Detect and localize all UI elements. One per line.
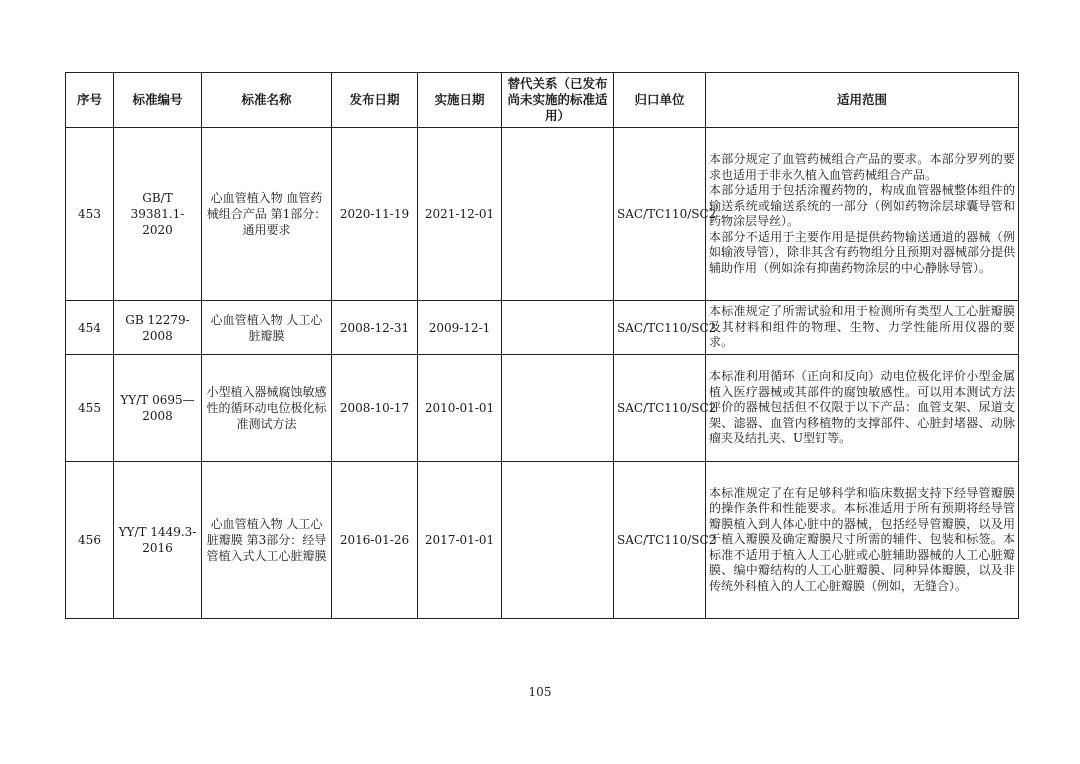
- row-serial: 453: [66, 128, 114, 301]
- header-publish-date: 发布日期: [332, 73, 418, 128]
- scope-paragraph: 本部分规定了血管药械组合产品的要求。本部分罗列的要求也适用于非永久植入血管药械组合产品。: [709, 152, 1015, 182]
- header-code: 标准编号: [114, 73, 202, 128]
- row-name: 心血管植入物 血管药械组合产品 第1部分：通用要求: [202, 128, 332, 301]
- table-header-row: [66, 73, 1019, 128]
- row-replacement: [502, 355, 614, 462]
- header-name: 标准名称: [202, 73, 332, 128]
- row-unit: SAC/TC110/SC2: [614, 355, 706, 462]
- header-serial: 序号: [66, 73, 114, 128]
- row-unit: SAC/TC110/SC2: [614, 301, 706, 355]
- header-unit: 归口单位: [614, 73, 706, 128]
- row-code: YY/T 1449.3-2016: [114, 462, 202, 619]
- scope-paragraph: 本标准规定了在有足够科学和临床数据支持下经导管瓣膜的操作条件和性能要求。本标准适用于所有预期将经导管瓣膜植入到人体心脏中的器械，包括经导管瓣膜，以及用于植入瓣膜及确定瓣膜尺寸所需的辅件、包装和标签。本标准不适用于植入人工心脏或心脏辅助器械的人工心脏瓣膜、编中瓣结构的人工心脏瓣膜、同种异体瓣膜，以及非传统外科植入的人工心脏瓣膜（例如，无缝合）。: [709, 485, 1015, 593]
- row-implement-date: 2009-12-1: [418, 301, 502, 355]
- table-row: [66, 462, 1019, 619]
- scope-paragraph: 本部分适用于包括涂覆药物的，构成血管器械整体组件的输送系统或输送系统的一部分（例如药物涂层球囊导管和药物涂层导丝）。: [709, 183, 1015, 228]
- row-replacement: [502, 462, 614, 619]
- table-row: [66, 355, 1019, 462]
- table-row: [66, 301, 1019, 355]
- header-replacement: 替代关系（已发布尚未实施的标准适用）: [502, 73, 614, 128]
- header-scope: 适用范围: [706, 73, 1019, 128]
- scope-paragraph: 本标准规定了所需试验和用于检测所有类型人工心脏瓣膜及其材料和组件的物理、生物、力学性能所用仪器的要求。: [709, 304, 1015, 350]
- row-replacement: [502, 301, 614, 355]
- row-name: 心血管植入物 人工心脏瓣膜 第3部分：经导管植入式人工心脏瓣膜: [202, 462, 332, 619]
- page-number: 105: [528, 685, 552, 699]
- row-scope: [706, 462, 1019, 619]
- row-implement-date: 2010-01-01: [418, 355, 502, 462]
- scope-paragraph: 本标准利用循环（正向和反向）动电位极化评价小型金属植入医疗器械或其部件的腐蚀敏感性。可以用本测试方法评价的器械包括但不仅限于以下产品：血管支架、尿道支架、滤器、血管内移植物的支撑部件、心脏封堵器、动脉瘤夹及结扎夹、U型钉等。: [709, 369, 1015, 446]
- standards-table: [65, 72, 1019, 619]
- row-scope: [706, 355, 1019, 462]
- table-row: [66, 128, 1019, 301]
- row-name: 心血管植入物 人工心脏瓣膜: [202, 301, 332, 355]
- row-replacement: [502, 128, 614, 301]
- row-publish-date: 2008-10-17: [332, 355, 418, 462]
- row-code: GB/T 39381.1-2020: [114, 128, 202, 301]
- row-publish-date: 2020-11-19: [332, 128, 418, 301]
- row-publish-date: 2008-12-31: [332, 301, 418, 355]
- row-publish-date: 2016-01-26: [332, 462, 418, 619]
- row-unit: SAC/TC110/SC2: [614, 128, 706, 301]
- row-code: GB 12279-2008: [114, 301, 202, 355]
- row-unit: SAC/TC110/SC2: [614, 462, 706, 619]
- header-implement-date: 实施日期: [418, 73, 502, 128]
- row-implement-date: 2017-01-01: [418, 462, 502, 619]
- row-serial: 454: [66, 301, 114, 355]
- row-serial: 455: [66, 355, 114, 462]
- row-code: YY/T 0695—2008: [114, 355, 202, 462]
- row-scope: [706, 128, 1019, 301]
- row-name: 小型植入器械腐蚀敏感性的循环动电位极化标准测试方法: [202, 355, 332, 462]
- row-serial: 456: [66, 462, 114, 619]
- row-implement-date: 2021-12-01: [418, 128, 502, 301]
- row-scope: [706, 301, 1019, 355]
- scope-paragraph: 本部分不适用于主要作用是提供药物输送通道的器械（例如输液导管），除非其含有药物组分且预期对器械部分提供辅助作用（例如涂有抑菌药物涂层的中心静脉导管）。: [709, 229, 1016, 275]
